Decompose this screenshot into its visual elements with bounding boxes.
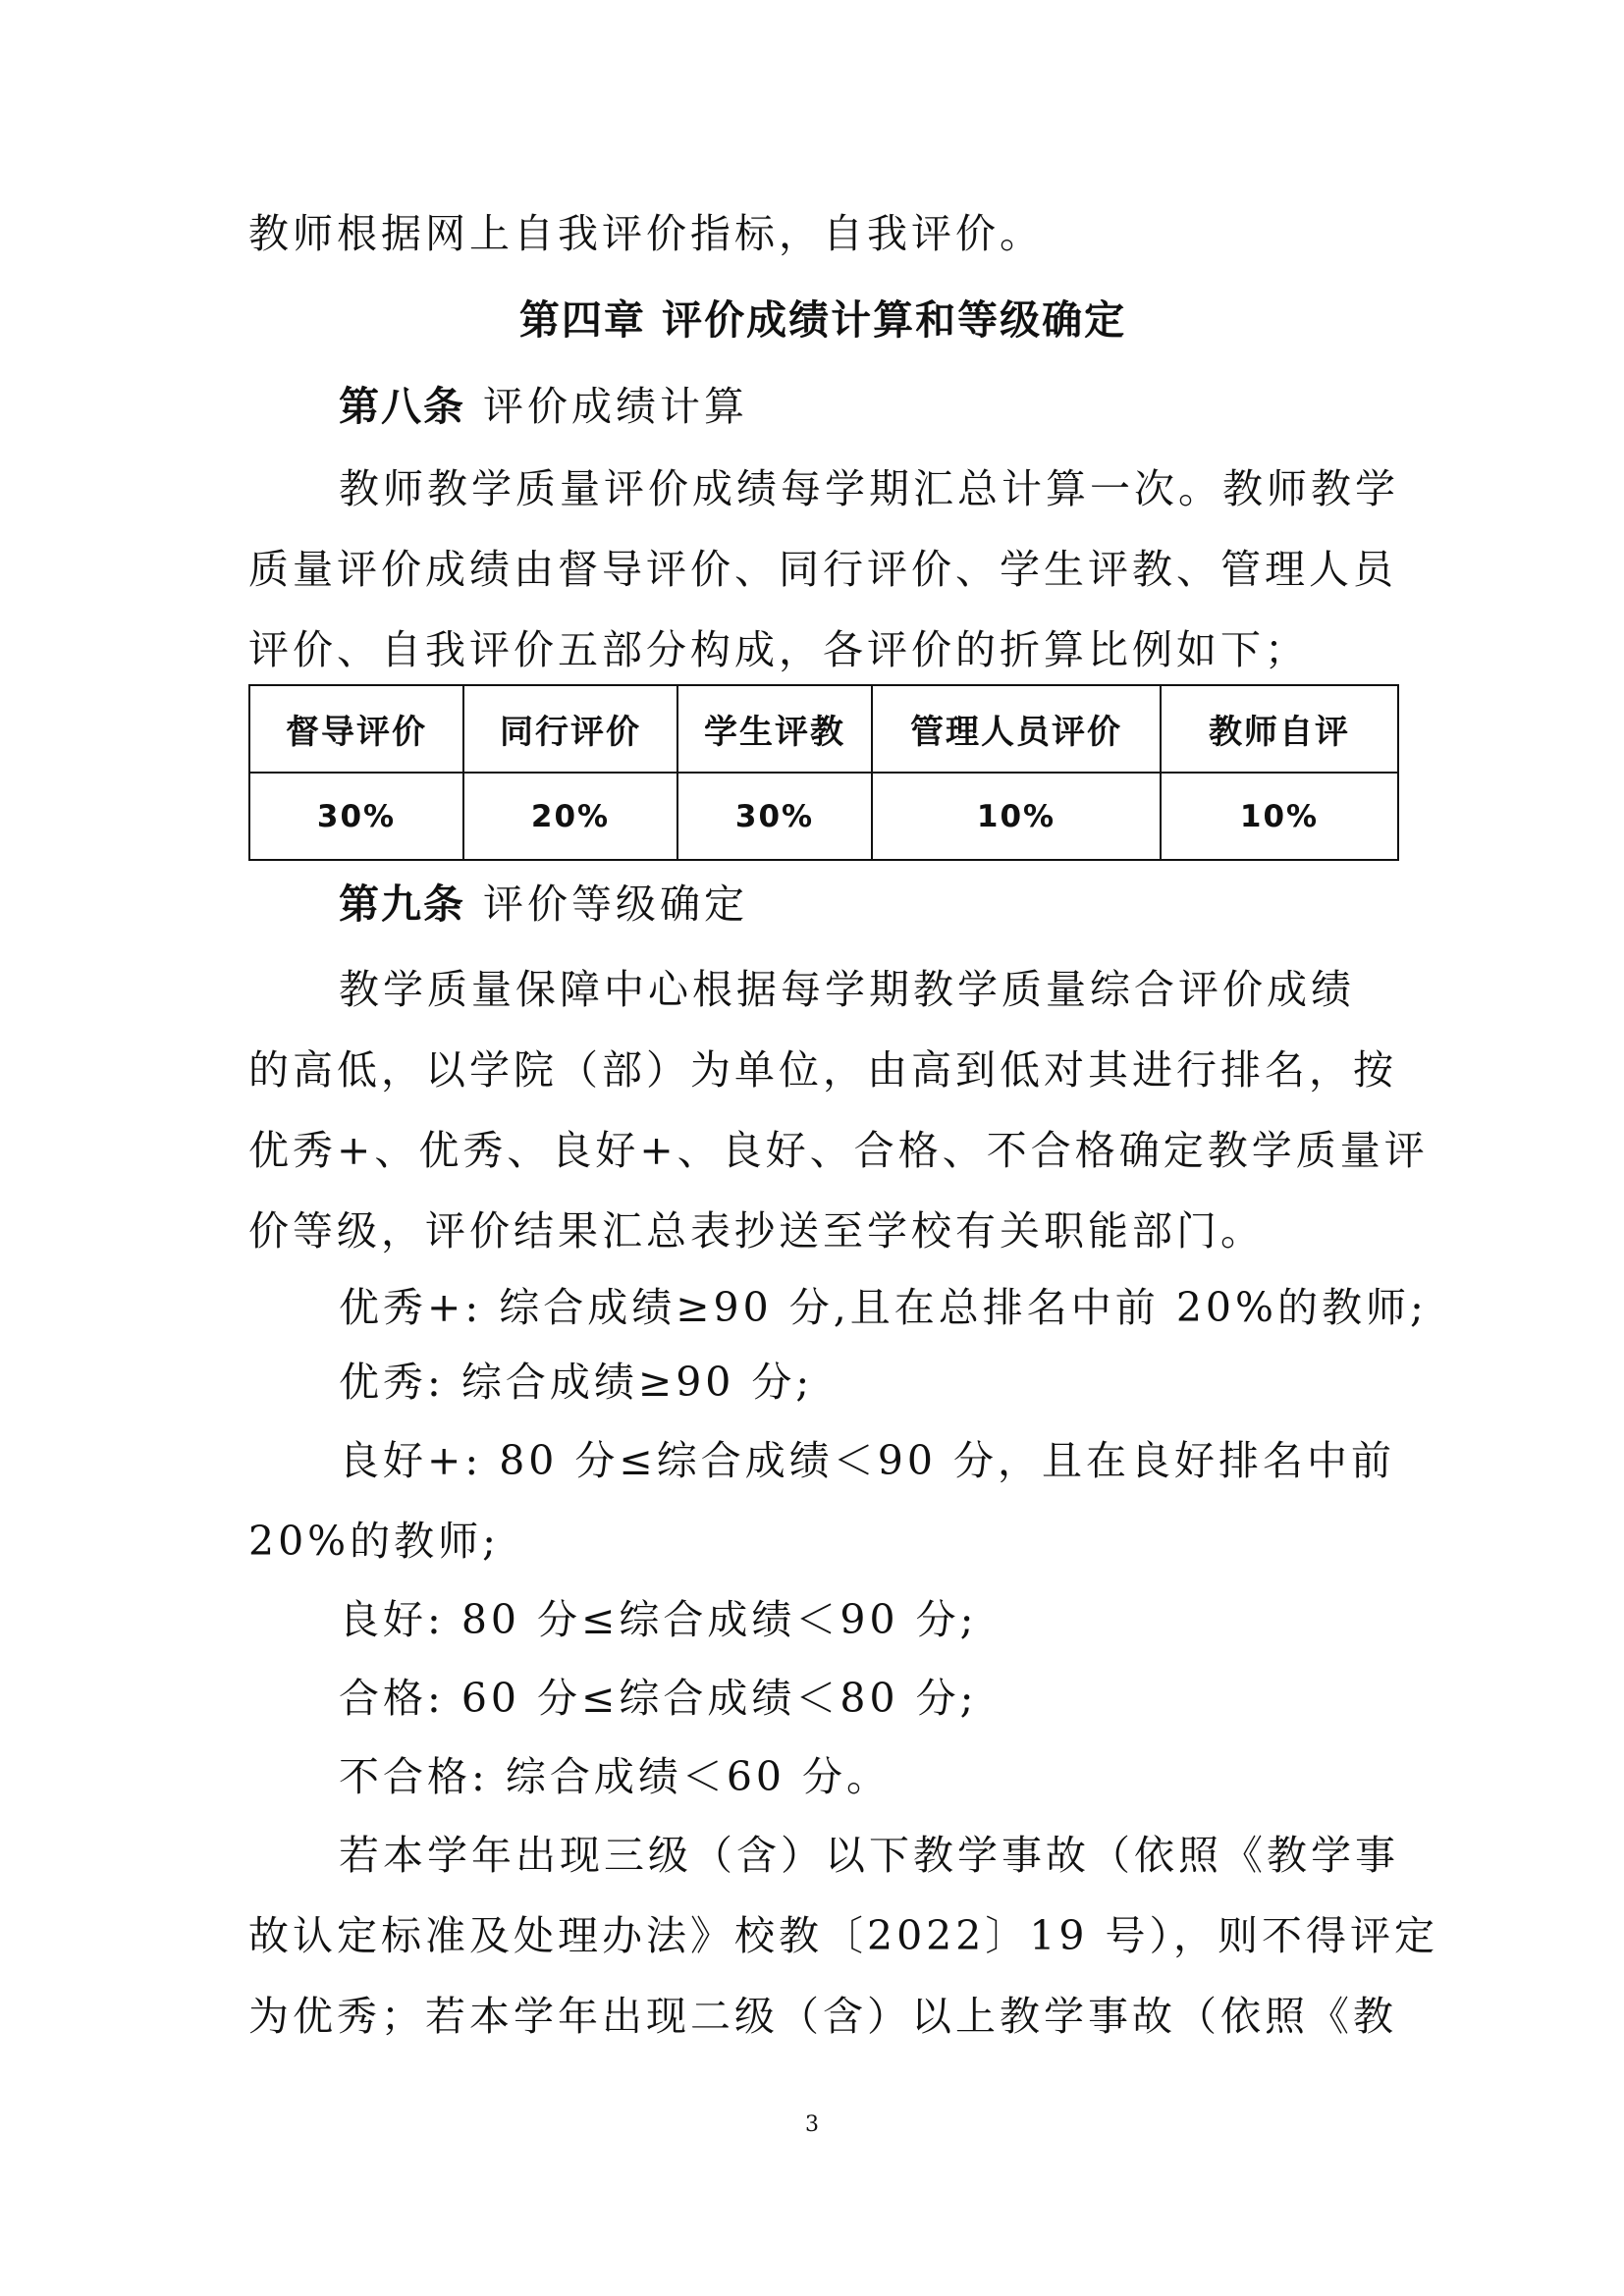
grade-line: 良好+: 80 分≤综合成绩＜90 分，且在良好排名中前 xyxy=(339,1437,1395,1484)
article-9-heading xyxy=(339,877,1397,932)
grade-line: 20%的教师; xyxy=(248,1518,500,1565)
evaluation-ratio-table xyxy=(248,684,1399,861)
table-header-row xyxy=(249,685,1398,773)
table-header-cell: 同行评价 xyxy=(463,685,677,773)
table-cell: 10% xyxy=(1161,773,1398,860)
paragraph-line: 评价、自我评价五部分构成，各评价的折算比例如下； xyxy=(248,626,1309,673)
article-8-title: 评价成绩计算 xyxy=(483,383,748,430)
table-header-cell: 管理人员评价 xyxy=(872,685,1161,773)
table-cell: 10% xyxy=(872,773,1161,860)
paragraph-line: 教学质量保障中心根据每学期教学质量综合评价成绩 xyxy=(339,966,1355,1013)
article-8-number: 第八条 xyxy=(339,383,465,430)
grade-line: 合格: 60 分≤综合成绩＜80 分; xyxy=(339,1675,978,1722)
grade-line: 不合格: 综合成绩＜60 分。 xyxy=(339,1753,892,1800)
paragraph-line: 质量评价成绩由督导评价、同行评价、学生评教、管理人员 xyxy=(248,546,1397,593)
table-cell: 20% xyxy=(463,773,677,860)
table-header-cell: 学生评教 xyxy=(677,685,872,773)
article-9-title: 评价等级确定 xyxy=(483,881,748,928)
paragraph-line: 的高低，以学院（部）为单位，由高到低对其进行排名，按 xyxy=(248,1046,1397,1094)
article-9-number: 第九条 xyxy=(339,881,465,928)
paragraph-line: 价等级，评价结果汇总表抄送至学校有关职能部门。 xyxy=(248,1207,1265,1255)
page-number: 3 xyxy=(805,2112,819,2137)
grade-line: 优秀: 综合成绩≥90 分; xyxy=(339,1359,814,1406)
article-8-heading xyxy=(339,379,1397,434)
paragraph-line: 故认定标准及处理办法》校教〔2022〕19 号），则不得评定 xyxy=(248,1912,1439,1959)
paragraph-line: 为优秀；若本学年出现二级（含）以上教学事故（依照《教 xyxy=(248,1993,1397,2040)
paragraph-line: 若本学年出现三级（含）以下教学事故（依照《教学事 xyxy=(339,1832,1399,1879)
grade-line: 良好: 80 分≤综合成绩＜90 分; xyxy=(339,1596,978,1643)
chapter-heading: 第四章 评价成绩计算和等级确定 xyxy=(518,296,1127,344)
paragraph-line: 教师教学质量评价成绩每学期汇总计算一次。教师教学 xyxy=(339,465,1399,512)
grade-line: 优秀+: 综合成绩≥90 分,且在总排名中前 20%的教师; xyxy=(339,1284,1428,1331)
table-header-cell: 督导评价 xyxy=(249,685,463,773)
table-cell: 30% xyxy=(677,773,872,860)
paragraph-line: 教师根据网上自我评价指标，自我评价。 xyxy=(248,210,1044,257)
table-cell: 30% xyxy=(249,773,463,860)
table-header-cell: 教师自评 xyxy=(1161,685,1398,773)
table-row xyxy=(249,773,1398,860)
paragraph-line: 优秀+、优秀、良好+、良好、合格、不合格确定教学质量评 xyxy=(248,1127,1429,1174)
